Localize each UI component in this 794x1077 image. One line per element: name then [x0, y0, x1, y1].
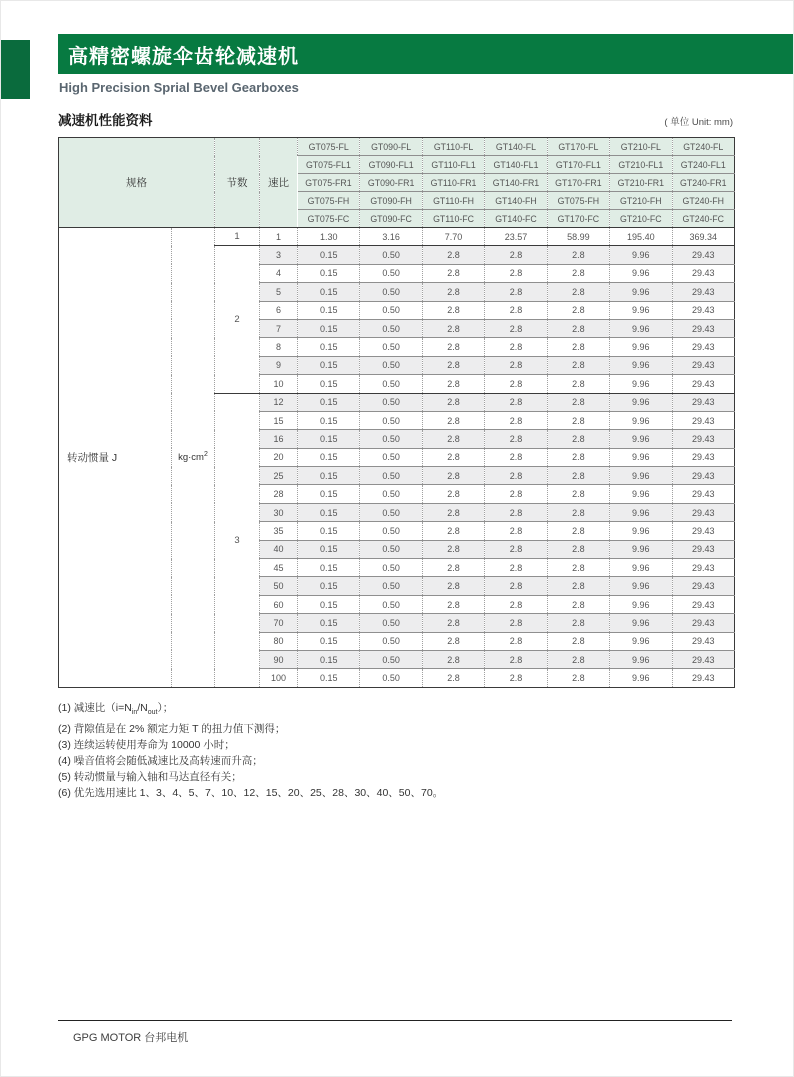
value-cell: 9.96 — [610, 595, 672, 613]
value-cell: 2.8 — [547, 669, 609, 687]
value-cell: 2.8 — [547, 338, 609, 356]
value-cell: 2.8 — [422, 338, 484, 356]
value-cell: 0.50 — [360, 595, 422, 613]
value-cell: 0.15 — [298, 559, 360, 577]
footnote-line — [58, 737, 443, 753]
model-name-cell: GT075-FL1 — [298, 156, 360, 174]
stage-header: 节数 — [215, 138, 260, 228]
model-name-cell: GT075-FR1 — [298, 174, 360, 192]
ratio-cell: 10 — [260, 375, 298, 393]
value-cell: 0.15 — [298, 650, 360, 668]
ratio-cell: 20 — [260, 448, 298, 466]
value-cell: 9.96 — [610, 522, 672, 540]
value-cell: 2.8 — [422, 283, 484, 301]
ratio-cell: 35 — [260, 522, 298, 540]
ratio-cell: 50 — [260, 577, 298, 595]
value-cell: 9.96 — [610, 375, 672, 393]
value-cell: 0.50 — [360, 577, 422, 595]
value-cell: 2.8 — [547, 485, 609, 503]
stage-cell: 3 — [215, 393, 260, 687]
value-cell: 2.8 — [422, 540, 484, 558]
value-cell: 2.8 — [547, 577, 609, 595]
value-cell: 29.43 — [672, 632, 734, 650]
ratio-cell: 15 — [260, 411, 298, 429]
model-name-cell: GT110-FC — [422, 210, 484, 228]
model-name-cell: GT090-FR1 — [360, 174, 422, 192]
footnote-text: /N — [137, 702, 148, 714]
value-cell: 0.50 — [360, 430, 422, 448]
value-cell: 0.15 — [298, 595, 360, 613]
value-cell: 9.96 — [610, 411, 672, 429]
model-name-cell: GT210-FH — [610, 192, 672, 210]
value-cell: 0.15 — [298, 375, 360, 393]
value-cell: 9.96 — [610, 448, 672, 466]
footnote-subscript: out — [147, 709, 158, 717]
model-name-cell: GT140-FH — [485, 192, 547, 210]
stage-cell: 2 — [215, 246, 260, 393]
footnote-text: (5) 转动惯量与输入轴和马达直径有关； — [58, 771, 242, 784]
value-cell: 2.8 — [422, 246, 484, 264]
value-cell: 2.8 — [485, 246, 547, 264]
value-cell: 29.43 — [672, 669, 734, 687]
value-cell: 0.50 — [360, 264, 422, 282]
model-header-row — [59, 138, 735, 156]
value-cell: 0.50 — [360, 356, 422, 374]
value-cell: 0.50 — [360, 301, 422, 319]
value-cell: 0.15 — [298, 393, 360, 411]
ratio-cell: 80 — [260, 632, 298, 650]
footer-brand: GPG MOTOR 台邦电机 — [73, 1032, 189, 1044]
value-cell: 9.96 — [610, 264, 672, 282]
page-subtitle: High Precision Sprial Bevel Gearboxes — [59, 80, 299, 95]
footnote-line — [58, 753, 443, 769]
model-name-cell: GT075-FC — [298, 210, 360, 228]
value-cell: 0.50 — [360, 375, 422, 393]
value-cell: 0.15 — [298, 467, 360, 485]
value-cell: 9.96 — [610, 338, 672, 356]
stage-cell: 1 — [215, 228, 260, 246]
value-cell: 0.15 — [298, 319, 360, 337]
value-cell: 9.96 — [610, 669, 672, 687]
model-name-cell: GT240-FL1 — [672, 156, 734, 174]
model-name-cell: GT210-FR1 — [610, 174, 672, 192]
value-cell: 9.96 — [610, 485, 672, 503]
value-cell: 29.43 — [672, 522, 734, 540]
ratio-cell: 6 — [260, 301, 298, 319]
value-cell: 2.8 — [485, 503, 547, 521]
value-cell: 0.50 — [360, 393, 422, 411]
value-cell: 0.50 — [360, 503, 422, 521]
value-cell: 2.8 — [485, 319, 547, 337]
value-cell: 0.15 — [298, 669, 360, 687]
value-cell: 0.50 — [360, 319, 422, 337]
value-cell: 0.15 — [298, 301, 360, 319]
value-cell: 0.50 — [360, 338, 422, 356]
value-cell: 2.8 — [485, 559, 547, 577]
value-cell: 0.50 — [360, 522, 422, 540]
value-cell: 29.43 — [672, 283, 734, 301]
value-cell: 9.96 — [610, 540, 672, 558]
footnote-text: (2) 背隙值是在 2% 额定力矩 T 的扭力值下测得； — [58, 723, 286, 736]
value-cell: 0.50 — [360, 540, 422, 558]
value-cell: 0.15 — [298, 430, 360, 448]
value-cell: 9.96 — [610, 319, 672, 337]
model-name-cell: GT140-FR1 — [485, 174, 547, 192]
value-cell: 29.43 — [672, 411, 734, 429]
value-cell: 369.34 — [672, 228, 734, 246]
value-cell: 2.8 — [422, 356, 484, 374]
value-cell: 2.8 — [485, 430, 547, 448]
value-cell: 2.8 — [547, 283, 609, 301]
value-cell: 29.43 — [672, 448, 734, 466]
ratio-cell: 30 — [260, 503, 298, 521]
model-name-cell: GT110-FR1 — [422, 174, 484, 192]
value-cell: 2.8 — [485, 338, 547, 356]
value-cell: 2.8 — [422, 577, 484, 595]
value-cell: 29.43 — [672, 503, 734, 521]
footnotes — [58, 700, 443, 801]
value-cell: 0.15 — [298, 614, 360, 632]
ratio-cell: 100 — [260, 669, 298, 687]
value-cell: 2.8 — [485, 467, 547, 485]
row-unit: $kg\cdot cm^2$ — [172, 228, 215, 688]
value-cell: 29.43 — [672, 614, 734, 632]
value-cell: 9.96 — [610, 246, 672, 264]
value-cell: 2.8 — [485, 264, 547, 282]
model-name-cell: GT110-FL — [422, 138, 484, 156]
ratio-cell: 1 — [260, 228, 298, 246]
spec-table-head — [59, 138, 735, 228]
model-name-cell: GT240-FH — [672, 192, 734, 210]
value-cell: 0.15 — [298, 264, 360, 282]
model-name-cell: GT170-FC — [547, 210, 609, 228]
value-cell: 2.8 — [422, 650, 484, 668]
value-cell: 2.8 — [485, 375, 547, 393]
value-cell: 2.8 — [547, 356, 609, 374]
value-cell: 2.8 — [422, 411, 484, 429]
ratio-cell: 4 — [260, 264, 298, 282]
unit-note: ( 单位 Unit: mm) — [664, 117, 733, 128]
ratio-cell: 45 — [260, 559, 298, 577]
footnote-text: ）； — [157, 702, 174, 714]
ratio-cell: 9 — [260, 356, 298, 374]
value-cell: 2.8 — [485, 522, 547, 540]
value-cell: 2.8 — [547, 301, 609, 319]
page-header-band — [58, 34, 794, 74]
value-cell: 0.15 — [298, 356, 360, 374]
value-cell: 3.16 — [360, 228, 422, 246]
value-cell: 2.8 — [547, 559, 609, 577]
footnote-subscript: in — [131, 709, 138, 717]
footer-divider — [58, 1020, 732, 1021]
value-cell: 2.8 — [485, 283, 547, 301]
value-cell: 2.8 — [547, 393, 609, 411]
model-name-cell: GT240-FL — [672, 138, 734, 156]
value-cell: 2.8 — [422, 614, 484, 632]
value-cell: 2.8 — [485, 614, 547, 632]
ratio-cell: 12 — [260, 393, 298, 411]
value-cell: 2.8 — [547, 540, 609, 558]
spec-table — [58, 137, 735, 688]
model-name-cell: GT075-FL — [298, 138, 360, 156]
model-name-cell: GT110-FH — [422, 192, 484, 210]
value-cell: 0.50 — [360, 650, 422, 668]
value-cell: 0.50 — [360, 559, 422, 577]
value-cell: 9.96 — [610, 577, 672, 595]
value-cell: 2.8 — [485, 393, 547, 411]
value-cell: 2.8 — [547, 264, 609, 282]
model-name-cell: GT240-FR1 — [672, 174, 734, 192]
value-cell: 29.43 — [672, 485, 734, 503]
value-cell: 9.96 — [610, 559, 672, 577]
value-cell: 29.43 — [672, 246, 734, 264]
value-cell: 2.8 — [422, 264, 484, 282]
page-title: 高精密螺旋伞齿轮减速机 — [68, 45, 299, 68]
ratio-cell: 70 — [260, 614, 298, 632]
value-cell: 2.8 — [422, 559, 484, 577]
value-cell: 9.96 — [610, 393, 672, 411]
value-cell: 0.50 — [360, 669, 422, 687]
value-cell: 0.15 — [298, 522, 360, 540]
value-cell: 2.8 — [547, 503, 609, 521]
value-cell: 29.43 — [672, 540, 734, 558]
value-cell: 2.8 — [547, 522, 609, 540]
value-cell: 0.15 — [298, 632, 360, 650]
value-cell: 0.50 — [360, 467, 422, 485]
value-cell: 0.15 — [298, 448, 360, 466]
value-cell: 29.43 — [672, 264, 734, 282]
value-cell: 0.50 — [360, 283, 422, 301]
footnote-text: (6) 优先选用速比 1、3、4、5、7、10、12、15、20、25、28、30、40、50、70。 — [58, 787, 444, 800]
value-cell: 2.8 — [547, 448, 609, 466]
value-cell: 0.50 — [360, 632, 422, 650]
value-cell: 0.15 — [298, 485, 360, 503]
value-cell: 2.8 — [422, 301, 484, 319]
model-name-cell: GT140-FL — [485, 138, 547, 156]
value-cell: 9.96 — [610, 430, 672, 448]
value-cell: 2.8 — [485, 650, 547, 668]
value-cell: 29.43 — [672, 319, 734, 337]
value-cell: 9.96 — [610, 503, 672, 521]
value-cell: 0.15 — [298, 246, 360, 264]
value-cell: 2.8 — [422, 595, 484, 613]
section-title: 减速机性能资料 — [58, 113, 153, 128]
value-cell: 2.8 — [422, 393, 484, 411]
value-cell: 29.43 — [672, 301, 734, 319]
value-cell: 0.15 — [298, 411, 360, 429]
model-name-cell: GT140-FL1 — [485, 156, 547, 174]
model-name-cell: GT140-FC — [485, 210, 547, 228]
ratio-cell: 5 — [260, 283, 298, 301]
value-cell: 0.50 — [360, 448, 422, 466]
value-cell: 23.57 — [485, 228, 547, 246]
value-cell: 29.43 — [672, 650, 734, 668]
model-name-cell: GT090-FC — [360, 210, 422, 228]
value-cell: 2.8 — [547, 614, 609, 632]
value-cell: 29.43 — [672, 430, 734, 448]
value-cell: 29.43 — [672, 393, 734, 411]
value-cell: 0.15 — [298, 503, 360, 521]
row-label: 转动惯量 J — [59, 228, 172, 688]
value-cell: 2.8 — [485, 540, 547, 558]
value-cell: 29.43 — [672, 595, 734, 613]
value-cell: 2.8 — [422, 319, 484, 337]
value-cell: 1.30 — [298, 228, 360, 246]
value-cell: 2.8 — [547, 430, 609, 448]
corner-accent-block — [1, 40, 30, 99]
value-cell: 2.8 — [485, 577, 547, 595]
value-cell: 2.8 — [547, 319, 609, 337]
value-cell: 0.15 — [298, 540, 360, 558]
model-name-cell: GT110-FL1 — [422, 156, 484, 174]
table-row — [59, 228, 735, 246]
value-cell: 2.8 — [547, 246, 609, 264]
value-cell: 2.8 — [422, 632, 484, 650]
ratio-cell: 60 — [260, 595, 298, 613]
value-cell: 9.96 — [610, 467, 672, 485]
value-cell: 2.8 — [485, 301, 547, 319]
footnote-text: (4) 噪音值将会随低减速比及高转速而升高； — [58, 755, 263, 768]
value-cell: 0.50 — [360, 485, 422, 503]
value-cell: 9.96 — [610, 632, 672, 650]
model-name-cell: GT170-FL1 — [547, 156, 609, 174]
model-name-cell: GT090-FL1 — [360, 156, 422, 174]
model-name-cell: GT210-FL1 — [610, 156, 672, 174]
value-cell: 0.50 — [360, 614, 422, 632]
model-name-cell: GT210-FC — [610, 210, 672, 228]
value-cell: 9.96 — [610, 650, 672, 668]
value-cell: 2.8 — [547, 375, 609, 393]
value-cell: 2.8 — [422, 522, 484, 540]
value-cell: 29.43 — [672, 338, 734, 356]
value-cell: 0.15 — [298, 577, 360, 595]
value-cell: 9.96 — [610, 301, 672, 319]
ratio-cell: 8 — [260, 338, 298, 356]
value-cell: 2.8 — [422, 448, 484, 466]
value-cell: 29.43 — [672, 559, 734, 577]
value-cell: 2.8 — [485, 448, 547, 466]
value-cell: 9.96 — [610, 356, 672, 374]
value-cell: 0.50 — [360, 411, 422, 429]
value-cell: 195.40 — [610, 228, 672, 246]
value-cell: 2.8 — [485, 669, 547, 687]
value-cell: 2.8 — [422, 485, 484, 503]
value-cell: 9.96 — [610, 283, 672, 301]
spec-table-body — [59, 228, 735, 688]
value-cell: 29.43 — [672, 577, 734, 595]
model-name-cell: GT240-FC — [672, 210, 734, 228]
value-cell: 2.8 — [422, 375, 484, 393]
value-cell: 2.8 — [422, 503, 484, 521]
value-cell: 29.43 — [672, 356, 734, 374]
value-cell: 2.8 — [422, 430, 484, 448]
ratio-cell: 16 — [260, 430, 298, 448]
footnote-text: (3) 连续运转使用寿命为 10000 小时； — [58, 739, 235, 752]
ratio-cell: 28 — [260, 485, 298, 503]
footnote-line — [58, 769, 443, 785]
ratio-cell: 3 — [260, 246, 298, 264]
value-cell: 9.96 — [610, 614, 672, 632]
value-cell: 2.8 — [547, 467, 609, 485]
value-cell: 7.70 — [422, 228, 484, 246]
ratio-cell: 25 — [260, 467, 298, 485]
ratio-header: 速比 — [260, 138, 298, 228]
ratio-cell: 90 — [260, 650, 298, 668]
value-cell: 2.8 — [485, 595, 547, 613]
model-name-cell: GT075-FH — [547, 192, 609, 210]
value-cell: 2.8 — [547, 632, 609, 650]
model-name-cell: GT090-FH — [360, 192, 422, 210]
value-cell: 2.8 — [485, 485, 547, 503]
model-name-cell: GT075-FH — [298, 192, 360, 210]
footnote-line — [58, 721, 443, 737]
value-cell: 2.8 — [485, 356, 547, 374]
value-cell: 2.8 — [547, 595, 609, 613]
value-cell: 2.8 — [422, 669, 484, 687]
value-cell: 2.8 — [547, 411, 609, 429]
model-name-cell: GT170-FR1 — [547, 174, 609, 192]
value-cell: 2.8 — [547, 650, 609, 668]
value-cell: 29.43 — [672, 375, 734, 393]
model-name-cell: GT170-FL — [547, 138, 609, 156]
value-cell: 58.99 — [547, 228, 609, 246]
footnote-line — [58, 700, 443, 721]
value-cell: 0.50 — [360, 246, 422, 264]
model-name-cell: GT090-FL — [360, 138, 422, 156]
value-cell: 2.8 — [485, 411, 547, 429]
footnote-line — [58, 785, 443, 801]
value-cell: 0.15 — [298, 338, 360, 356]
footnote-text: (1) 减速比（i=N — [58, 702, 132, 714]
ratio-cell: 7 — [260, 319, 298, 337]
value-cell: 29.43 — [672, 467, 734, 485]
model-name-cell: GT210-FL — [610, 138, 672, 156]
value-cell: 2.8 — [422, 467, 484, 485]
spec-header: 规格 — [59, 138, 215, 228]
ratio-cell: 40 — [260, 540, 298, 558]
value-cell: 0.15 — [298, 283, 360, 301]
value-cell: 2.8 — [485, 632, 547, 650]
